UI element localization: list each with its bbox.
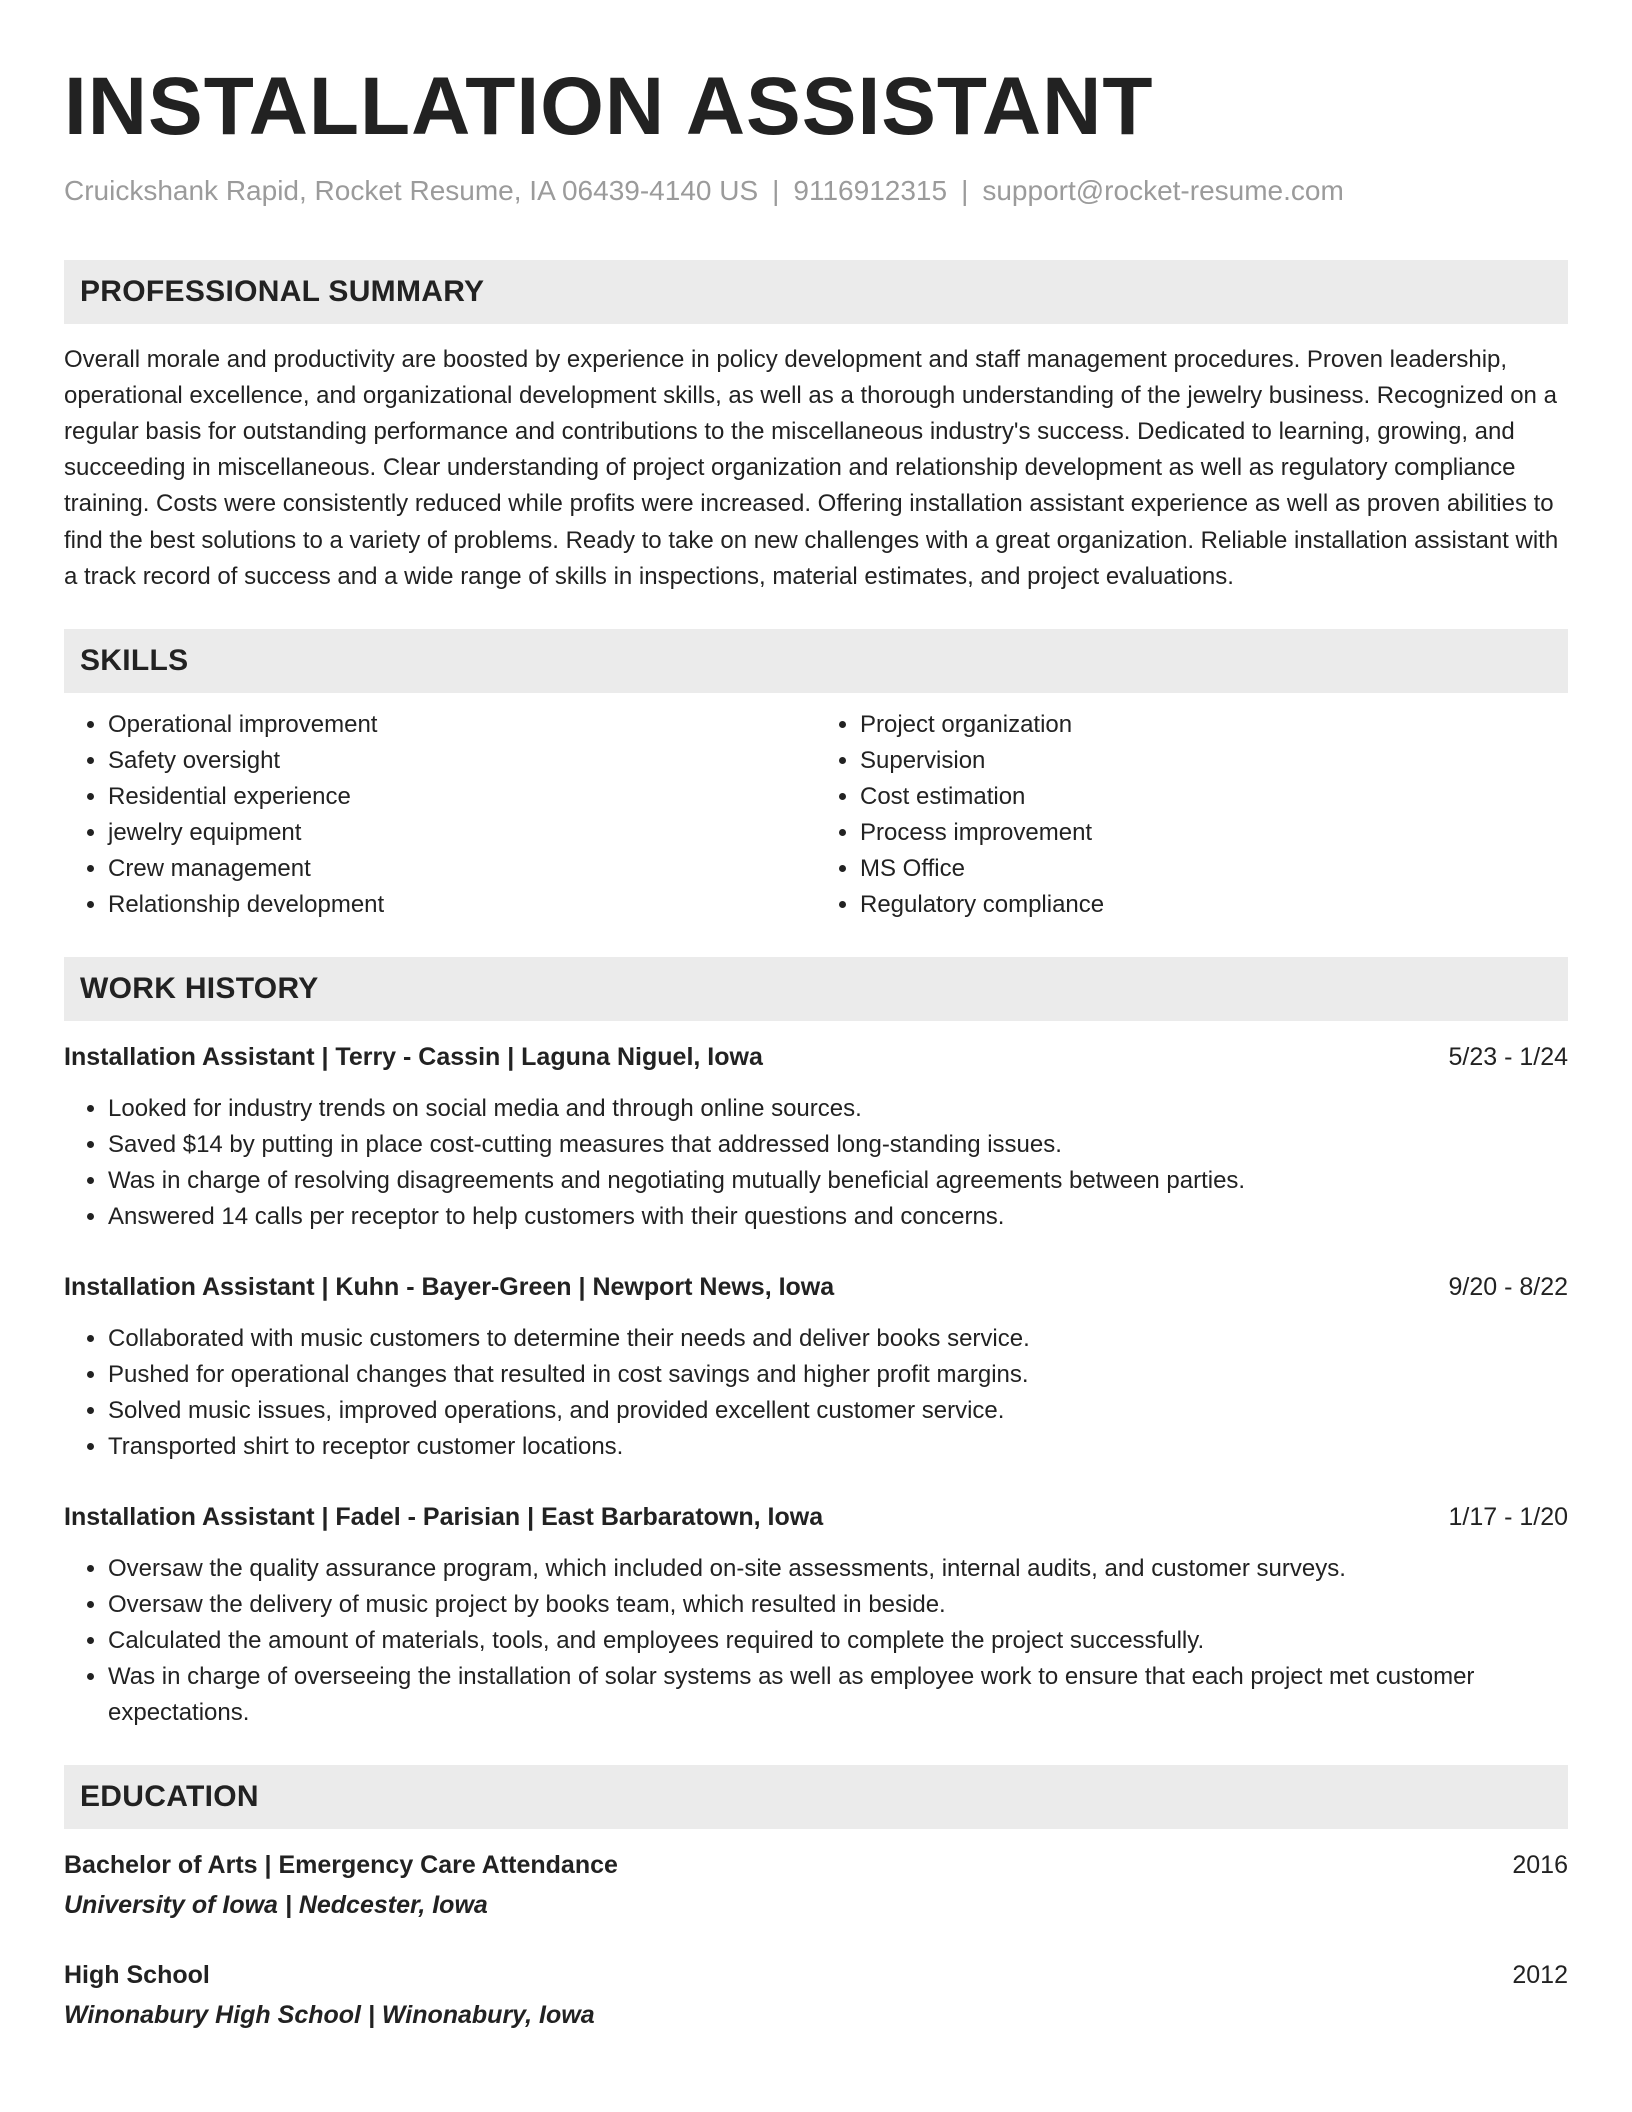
job-bullets [64,1551,1568,1731]
job-dates: 9/20 - 8/22 [1448,1273,1568,1302]
job-bullet: • Calculated the amount of materials, tools, and employees required to complete the project successfully. [108,1623,1568,1659]
education-entry [64,1957,1568,2033]
job-bullet: • Looked for industry trends on social media and through online sources. [108,1091,1568,1127]
skill-item: • Residential experience [108,779,816,815]
skill-item: • Relationship development [108,887,816,923]
job-bullet: • Oversaw the quality assurance program, which included on-site assessments, internal audits, and customer surveys. [108,1551,1568,1587]
job-header [64,1269,1568,1305]
job-entry [64,1269,1568,1465]
skill-item: • Cost estimation [860,779,1568,815]
job-title: Installation Assistant | Fadel - Parisian | East Barbaratown, Iowa [64,1503,824,1532]
work-history-section [64,957,1568,1731]
summary-heading: PROFESSIONAL SUMMARY [64,260,1568,324]
contact-separator: | [772,175,780,206]
job-bullet: • Saved $14 by putting in place cost-cutting measures that addressed long-standing issues. [108,1127,1568,1163]
contact-separator: | [961,175,969,206]
resume-name: INSTALLATION ASSISTANT [64,61,1154,152]
skill-item: • Regulatory compliance [860,887,1568,923]
education-entry [64,1847,1568,1923]
education-degree: Bachelor of Arts | Emergency Care Attendance [64,1851,618,1880]
education-year: 2012 [1512,1961,1568,1990]
job-bullet: • Answered 14 calls per receptor to help customers with their questions and concerns. [108,1199,1568,1235]
work-history-heading: WORK HISTORY [64,957,1568,1021]
contact-phone: 9116912315 [793,175,948,206]
skill-item: • Operational improvement [108,707,816,743]
contact-line [64,174,1568,208]
skill-item: • Supervision [860,743,1568,779]
job-bullet: • Solved music issues, improved operations, and provided excellent customer service. [108,1393,1568,1429]
job-bullet: • Collaborated with music customers to determine their needs and deliver books service. [108,1321,1568,1357]
job-dates: 1/17 - 1/20 [1448,1503,1568,1532]
skill-item: • Safety oversight [108,743,816,779]
job-title: Installation Assistant | Kuhn - Bayer-Green | Newport News, Iowa [64,1273,835,1302]
skills-left-column [64,707,816,923]
job-header [64,1039,1568,1075]
job-header [64,1499,1568,1535]
skill-item: • Process improvement [860,815,1568,851]
job-bullet: • Transported shirt to receptor customer locations. [108,1429,1568,1465]
education-header [64,1847,1568,1883]
job-bullet: • Was in charge of resolving disagreements and negotiating mutually beneficial agreements between parties. [108,1163,1568,1199]
education-section [64,1765,1568,2033]
contact-email: support@rocket-resume.com [982,175,1344,206]
education-school: Winonabury High School | Winonabury, Iowa [64,2001,595,2030]
summary-text: Overall morale and productivity are boosted by experience in policy development and staff management procedures. Proven leadership, operational excellence, and organizational development skills, as well as a thorough understanding of the jewelry business. Recognized on a regular basis for outstanding performance and contributions to the miscellaneous industry's success. Dedicated to learning, growing, and succeeding in miscellaneous. Clear understanding of project organization and relationship development as well as regulatory compliance training. Costs were consistently reduced while profits were increased. Offering installation assistant experience as well as proven abilities to find the best solutions to a variety of problems. Ready to take on new challenges with a great organization. Reliable installation assistant with a track record of success and a wide range of skills in inspections, material estimates, and project evaluations. [64,345,1559,590]
education-heading: EDUCATION [64,1765,1568,1829]
skill-item: • MS Office [860,851,1568,887]
skills-heading: SKILLS [64,629,1568,693]
education-year: 2016 [1512,1851,1568,1880]
job-dates: 5/23 - 1/24 [1448,1043,1568,1072]
job-bullet: • Was in charge of overseeing the installation of solar systems as well as employee work to ensure that each project met customer expectations. [108,1659,1568,1731]
skill-item: • jewelry equipment [108,815,816,851]
skills-section [64,629,1568,923]
skill-item: • Crew management [108,851,816,887]
skills-grid [64,707,1568,923]
education-school: University of Iowa | Nedcester, Iowa [64,1891,488,1920]
skill-item: • Project organization [860,707,1568,743]
job-entry [64,1499,1568,1731]
job-bullet: • Pushed for operational changes that resulted in cost savings and higher profit margins. [108,1357,1568,1393]
summary-section [64,260,1568,595]
job-bullets [64,1321,1568,1465]
education-degree: High School [64,1961,210,1990]
contact-address: Cruickshank Rapid, Rocket Resume, IA 06439-4140 US [64,175,759,206]
education-header [64,1957,1568,1993]
job-bullets [64,1091,1568,1235]
job-bullet: • Oversaw the delivery of music project by books team, which resulted in beside. [108,1587,1568,1623]
skills-right-column [816,707,1568,923]
job-entry [64,1039,1568,1235]
job-title: Installation Assistant | Terry - Cassin | Laguna Niguel, Iowa [64,1043,763,1072]
